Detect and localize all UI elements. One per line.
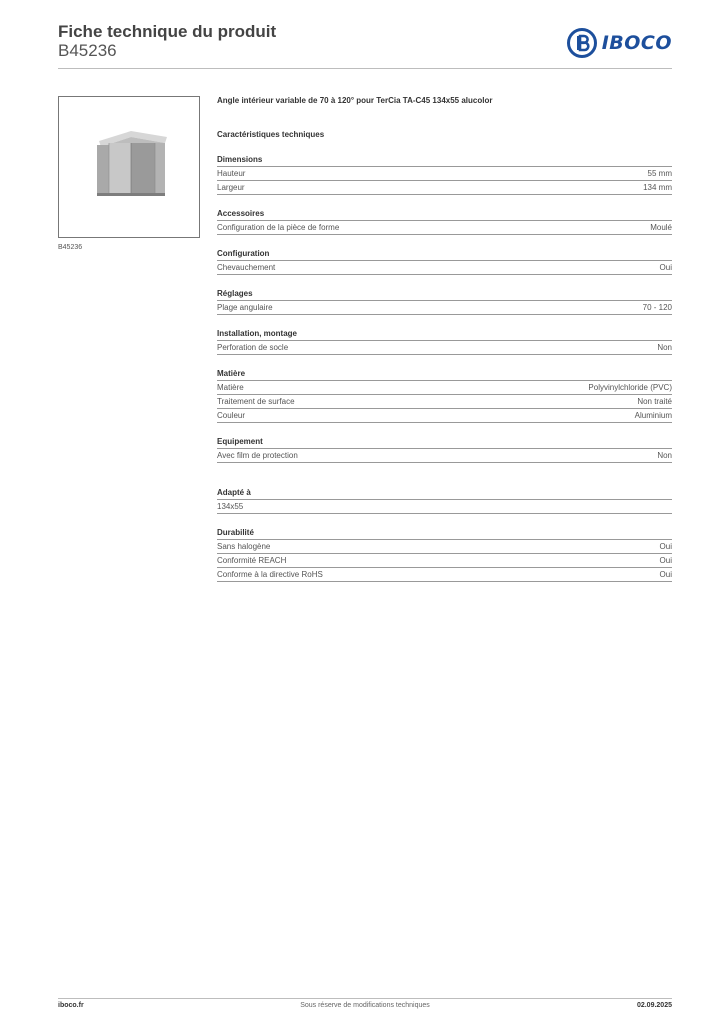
spec-row <box>217 181 672 195</box>
spec-row <box>217 341 672 355</box>
spec-row <box>217 554 672 568</box>
spec-value: Aluminium <box>634 411 672 420</box>
spec-row <box>217 221 672 235</box>
footer-website: iboco.fr <box>58 1002 84 1009</box>
spec-value: Oui <box>659 556 672 565</box>
spec-value: 70 - 120 <box>642 303 672 312</box>
section-adapte <box>217 487 672 514</box>
spec-value: Oui <box>659 570 672 579</box>
section-title: Dimensions <box>217 154 672 167</box>
section-title: Equipement <box>217 436 672 449</box>
section-installation <box>217 328 672 355</box>
product-image-frame <box>58 96 200 238</box>
section-title: Réglages <box>217 288 672 301</box>
spec-row <box>217 409 672 423</box>
tech-specs-heading: Caractéristiques techniques <box>217 130 325 139</box>
brand-logo <box>567 28 672 58</box>
section-title: Adapté à <box>217 487 672 500</box>
spec-row <box>217 261 672 275</box>
page-footer <box>58 998 672 1013</box>
spec-row <box>217 301 672 315</box>
spec-label: Traitement de surface <box>217 397 295 406</box>
spec-row <box>217 381 672 395</box>
section-title: Configuration <box>217 248 672 261</box>
spec-row <box>217 395 672 409</box>
section-matiere <box>217 368 672 423</box>
spec-row <box>217 568 672 582</box>
spec-value: Oui <box>659 542 672 551</box>
spec-label: Sans halogène <box>217 542 271 551</box>
spec-row <box>217 500 672 514</box>
spec-label: Matière <box>217 383 244 392</box>
section-durabilite <box>217 527 672 582</box>
footer-notice: Sous réserve de modifications techniques <box>300 1002 430 1009</box>
spec-label: Plage angulaire <box>217 303 273 312</box>
header-divider <box>58 68 672 69</box>
document-title: Fiche technique du produit <box>58 22 277 41</box>
section-title: Accessoires <box>217 208 672 221</box>
section-title: Installation, montage <box>217 328 672 341</box>
section-title: Durabilité <box>217 527 672 540</box>
iboco-logo-icon <box>567 28 597 58</box>
section-equipement <box>217 436 672 463</box>
section-configuration <box>217 248 672 275</box>
spec-value: Non traité <box>637 397 672 406</box>
spec-label: Largeur <box>217 183 245 192</box>
spec-value: Moulé <box>650 223 672 232</box>
spec-value: Non <box>657 343 672 352</box>
spec-label: Perforation de socle <box>217 343 289 352</box>
spec-label: Hauteur <box>217 169 246 178</box>
spec-label: Conformité REACH <box>217 556 287 565</box>
section-accessoires <box>217 208 672 235</box>
logo-wordmark: IBOCO <box>601 32 672 54</box>
spec-row <box>217 167 672 181</box>
spec-value: Oui <box>659 263 672 272</box>
spec-label: Avec film de protection <box>217 451 298 460</box>
product-code: B45236 <box>58 41 117 60</box>
section-dimensions <box>217 154 672 195</box>
spec-value: Polyvinylchloride (PVC) <box>588 383 672 392</box>
footer-date: 02.09.2025 <box>636 1002 672 1009</box>
spec-row <box>217 449 672 463</box>
spec-label: Configuration de la pièce de forme <box>217 223 340 232</box>
spec-label: Conforme à la directive RoHS <box>217 570 323 579</box>
section-title: Matière <box>217 368 672 381</box>
spec-label: Couleur <box>217 411 246 420</box>
section-reglages <box>217 288 672 315</box>
product-image <box>59 97 199 237</box>
product-title: Angle intérieur variable de 70 à 120° pour TerCia TA-C45 134x55 alucolor <box>217 96 493 105</box>
spec-content <box>217 95 672 582</box>
spec-value: 134 mm <box>643 183 672 192</box>
image-caption: B45236 <box>58 244 83 251</box>
spec-label: 134x55 <box>217 502 244 511</box>
spec-value: Non <box>657 451 672 460</box>
spec-value: 55 mm <box>647 169 672 178</box>
spec-row <box>217 540 672 554</box>
header <box>58 22 672 60</box>
spec-label: Chevauchement <box>217 263 276 272</box>
